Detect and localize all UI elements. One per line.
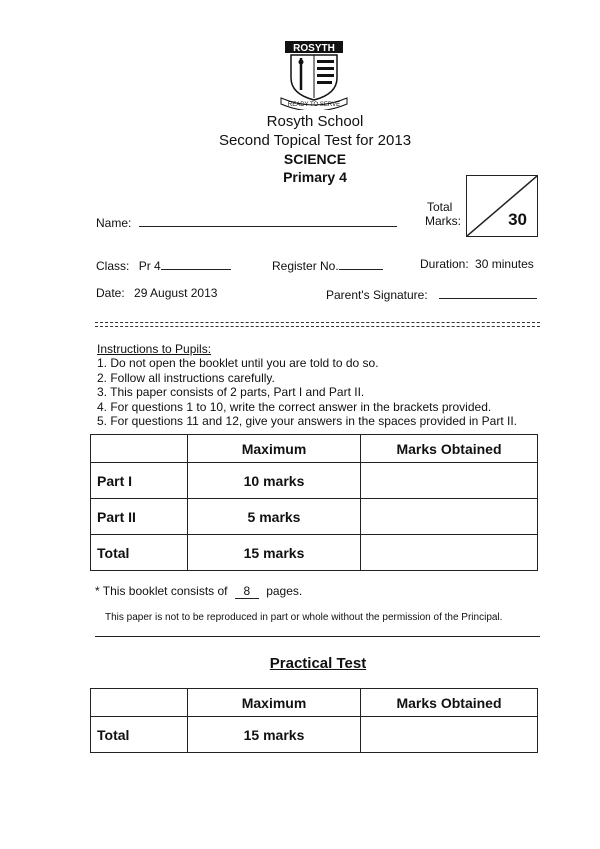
page-count-prefix: * This booklet consists of [95,584,228,598]
date-value: 29 August 2013 [134,286,218,300]
date-field [96,286,217,300]
practical-test-title: Practical Test [269,655,367,672]
table-header-cell [91,689,188,717]
marks-obtained-cell[interactable] [361,499,538,535]
part-cell: Part I [91,463,188,499]
table-header-cell: Maximum [188,435,361,463]
subject-title: SCIENCE [283,151,347,167]
register-blank[interactable] [339,257,383,270]
total-marks-label: Total Marks: [425,200,461,228]
instruction-item: 3. This paper consists of 2 parts, Part I and Part II. [97,385,365,400]
school-crest-logo [279,40,349,110]
table-header-cell [91,435,188,463]
dashed-divider [95,326,540,327]
name-field[interactable] [96,214,397,230]
table-row [91,717,538,753]
duration-field [420,257,534,271]
class-blank[interactable] [161,257,231,270]
table-header-row [91,435,538,463]
parent-signature-label: Parent's Signature: [326,288,428,302]
svg-text:ROSYTH: ROSYTH [293,43,335,54]
table-header-row [91,689,538,717]
parent-signature-blank[interactable] [439,286,537,299]
register-label: Register No. [272,259,339,273]
class-value: Pr 4 [138,259,161,273]
maximum-cell: 15 marks [188,717,361,753]
maximum-cell: 10 marks [188,463,361,499]
instructions [97,342,517,428]
total-marks-value: 30 [508,210,527,229]
maximum-cell: 15 marks [188,535,361,571]
page-count-note [95,584,302,599]
marks-obtained-cell[interactable] [361,535,538,571]
dashed-divider [95,322,540,323]
instruction-item: 5. For questions 11 and 12, give your answers in the spaces provided in Part II. [97,414,518,429]
page-count-value: 8 [235,584,259,599]
table-row [91,499,538,535]
part-cell: Total [91,535,188,571]
maximum-cell: 5 marks [188,499,361,535]
marks-table [90,434,538,571]
test-title: Second Topical Test for 2013 [218,132,412,149]
class-label: Class: [96,259,130,273]
svg-text:READY TO SERVE: READY TO SERVE [287,102,341,108]
school-name: Rosyth School [266,113,364,130]
class-field[interactable] [96,257,231,273]
parent-signature-field[interactable] [326,286,537,302]
instruction-item: 2. Follow all instructions carefully. [97,370,275,385]
marks-obtained-cell[interactable] [361,463,538,499]
register-field[interactable] [272,257,383,273]
practical-marks-table [90,688,538,753]
name-label: Name: [96,216,132,230]
name-blank[interactable] [139,214,397,227]
table-header-cell: Marks Obtained [361,435,538,463]
total-marks-box [466,175,538,237]
duration-label: Duration: [420,257,469,271]
instruction-item: 4. For questions 1 to 10, write the correct answer in the brackets provided. [97,399,492,414]
page-count-suffix: pages. [266,584,303,598]
part-cell: Part II [91,499,188,535]
level-title: Primary 4 [283,169,347,185]
table-row [91,535,538,571]
duration-value: 30 minutes [475,257,534,271]
table-header-cell: Marks Obtained [361,689,538,717]
instruction-item: 1. Do not open the booklet until you are told to do so. [97,356,379,371]
date-label: Date: [96,286,125,300]
marks-obtained-cell[interactable] [361,717,538,753]
table-row [91,463,538,499]
copyright-notice: This paper is not to be reproduced in part or whole without the permission of the Principal. [105,612,503,623]
table-header-cell: Maximum [188,689,361,717]
part-cell: Total [91,717,188,753]
solid-divider [95,636,540,637]
instructions-heading: Instructions to Pupils: [97,342,212,356]
